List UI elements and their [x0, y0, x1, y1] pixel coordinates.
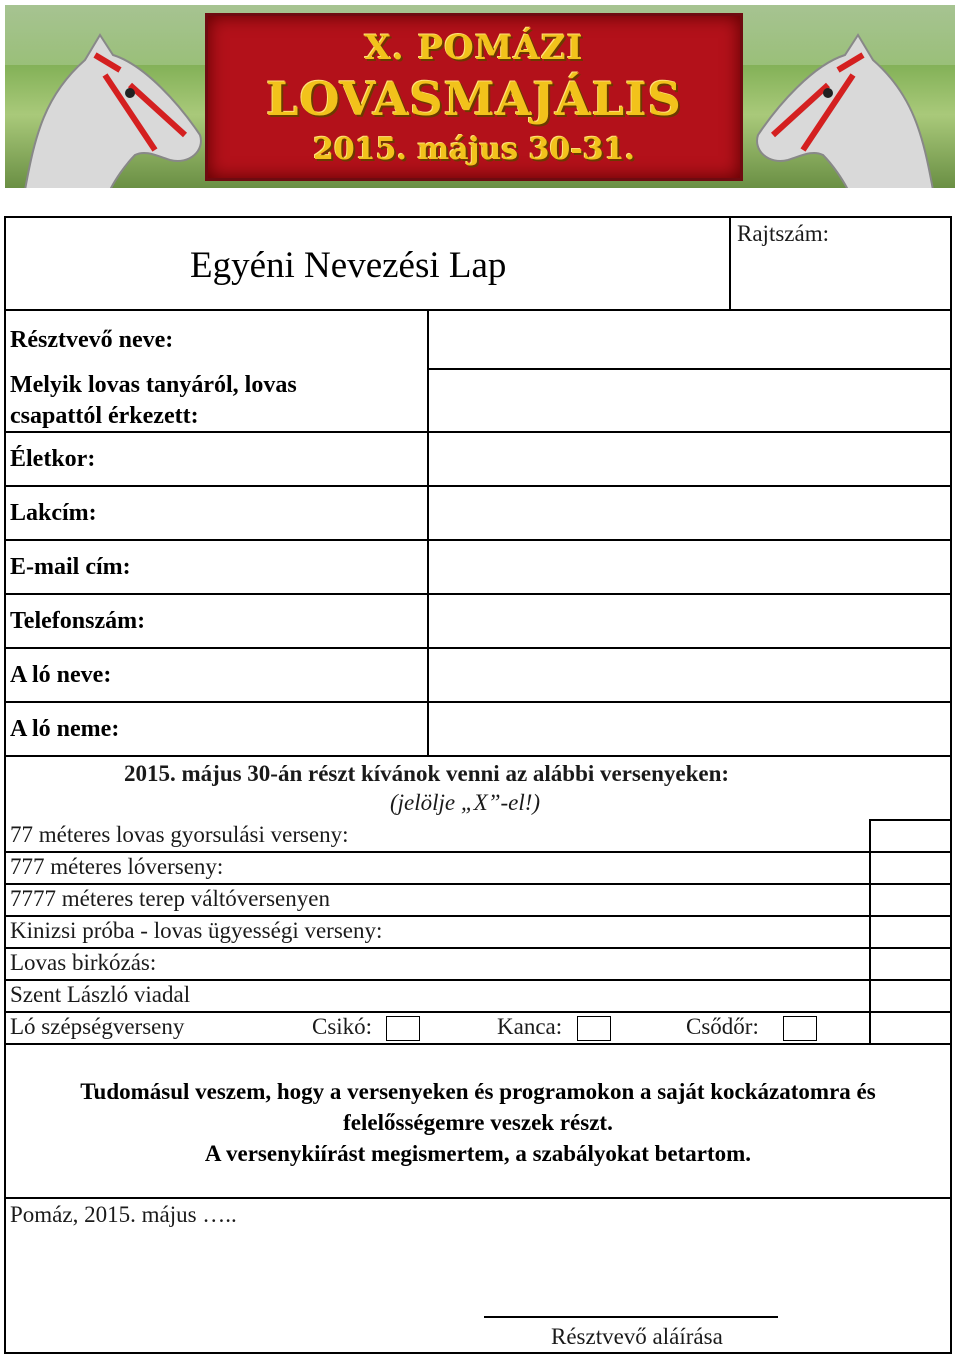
beauty-contest-label: Ló szépségverseny [10, 1014, 185, 1039]
foal-checkbox[interactable] [386, 1016, 420, 1041]
competition-checkbox[interactable] [872, 918, 948, 945]
origin-label-line2: csapattól érkezett: [10, 403, 199, 429]
phone-label: Telefonszám: [10, 608, 146, 634]
participant-name-field[interactable] [431, 312, 948, 366]
horse-head-left-image [5, 15, 205, 188]
origin-label: Melyik lovas tanyáról, lovas [10, 372, 297, 398]
phone-field[interactable] [431, 597, 948, 645]
competition-item: 77 méteres lovas gyorsulási verseny: [10, 822, 349, 847]
signature-label: Résztvevő aláírása [551, 1324, 723, 1349]
horse-head-right-image [753, 15, 953, 188]
declaration-text [6, 1076, 950, 1169]
declaration-line: Tudomásul veszem, hogy a versenyeken és programokon a saját kockázatomra és [80, 1079, 876, 1104]
address-label: Lakcím: [10, 500, 97, 526]
signature-field[interactable] [484, 1266, 778, 1314]
competition-checkbox[interactable] [872, 886, 948, 913]
horse-name-field[interactable] [431, 651, 948, 699]
banner-title-panel [205, 13, 743, 181]
competition-checkbox[interactable] [872, 822, 948, 849]
foal-label: Csikó: [312, 1014, 373, 1039]
stallion-checkbox[interactable] [783, 1016, 817, 1041]
mare-checkbox[interactable] [577, 1016, 611, 1041]
horse-name-label: A ló neve: [10, 662, 112, 688]
banner-edition: X. POMÁZI [364, 28, 584, 68]
start-number-field[interactable] [733, 250, 948, 306]
competitions-heading: 2015. május 30-án részt kívánok venni az alábbi versenyeken: [124, 761, 730, 786]
place-date-text: Pomáz, 2015. május ….. [10, 1202, 237, 1227]
competition-item: Szent László viadal [10, 982, 191, 1007]
mare-label: Kanca: [497, 1014, 563, 1039]
competition-item: Lovas birkózás: [10, 950, 157, 975]
address-field[interactable] [431, 489, 948, 537]
signature-line [484, 1316, 778, 1318]
declaration-line: A versenykiírást megismertem, a szabályokat betartom. [204, 1141, 752, 1166]
competition-item: 777 méteres lóverseny: [10, 854, 224, 879]
competition-checkbox[interactable] [872, 982, 948, 1009]
event-banner [5, 5, 955, 188]
age-field[interactable] [431, 435, 948, 483]
participant-name-label: Résztvevő neve: [10, 327, 174, 353]
competitions-note: (jelölje „X”-el!) [390, 790, 541, 815]
competition-checkbox[interactable] [872, 854, 948, 881]
start-number-label: Rajtszám: [737, 221, 829, 246]
horse-sex-label: A ló neme: [10, 716, 120, 742]
banner-dates: 2015. május 30-31. [313, 132, 635, 167]
competition-checkbox[interactable] [872, 1014, 948, 1041]
banner-event-name: LOVASMAJÁLIS [266, 72, 682, 126]
competition-item: Kinizsi próba - lovas ügyességi verseny: [10, 918, 383, 943]
competition-item: 7777 méteres terep váltóversenyen [10, 886, 330, 911]
form-title: Egyéni Nevezési Lap [190, 245, 507, 286]
email-label: E-mail cím: [10, 554, 131, 580]
stallion-label: Csődőr: [686, 1014, 759, 1039]
email-field[interactable] [431, 543, 948, 591]
declaration-line: felelősségemre veszek részt. [343, 1110, 613, 1135]
age-label: Életkor: [10, 446, 96, 472]
origin-field[interactable] [431, 372, 948, 429]
horse-sex-field[interactable] [431, 705, 948, 753]
competition-checkbox[interactable] [872, 950, 948, 977]
